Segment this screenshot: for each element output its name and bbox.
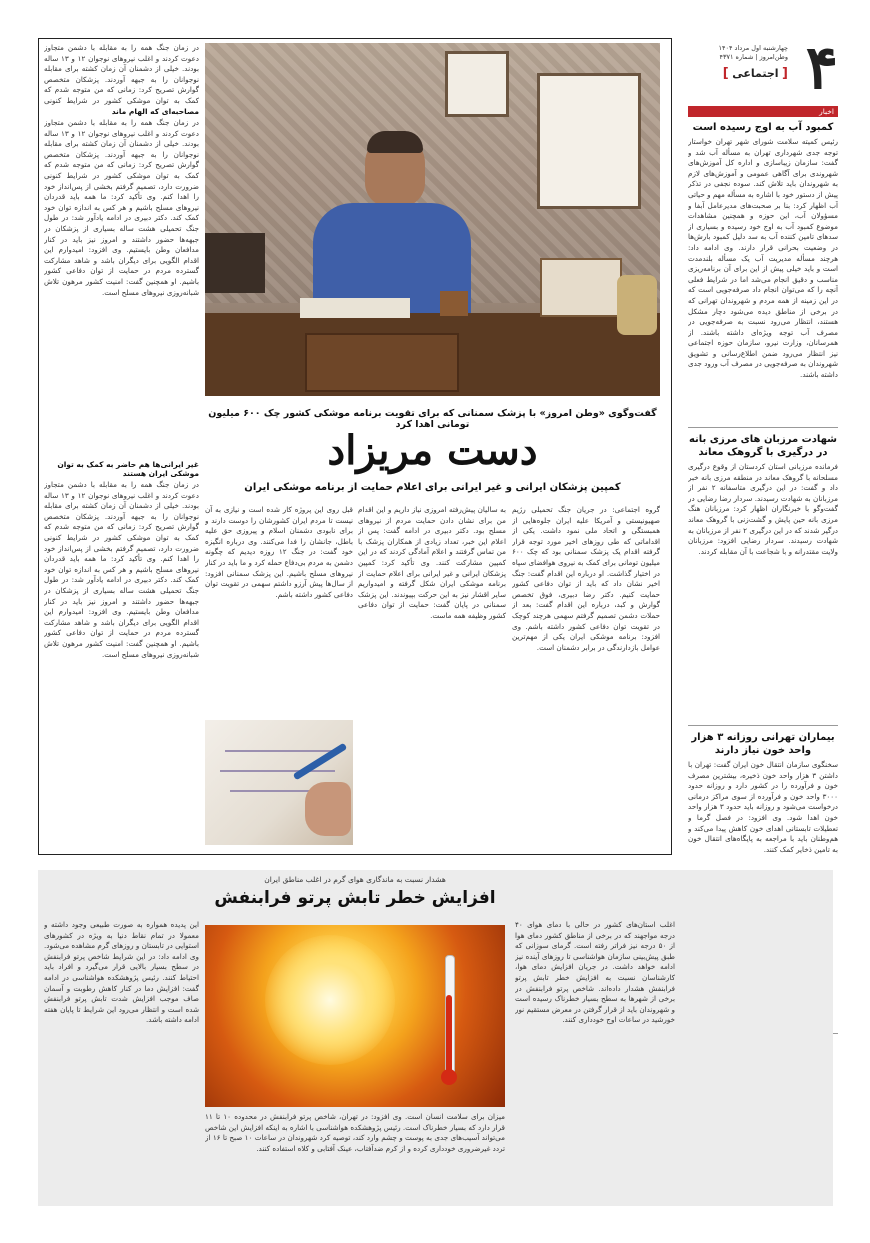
date-line-1: چهارشنبه اول مرداد ۱۴۰۴ <box>718 44 788 52</box>
doctor-photo <box>205 43 660 396</box>
date-block <box>719 44 789 62</box>
sun-heat-image <box>205 925 505 1107</box>
news-title-3: بیماران تهرانی روزانه ۳ هزار واحد خون نیاز دارند <box>691 732 835 756</box>
subhead-1: مصاحبه‌ای که الهام ماند <box>111 107 199 116</box>
page-header <box>688 33 838 103</box>
heat-col-left: این پدیده همواره به صورت طبیعی وجود داشته و معمولا در تمام نقاط دنیا به ویژه در کشورهای استوایی در تابستان و روزهای گرم مشاهده می‌شود. وی ادامه داد: در این شرایط شاخص پرتو فرابنفش در سطح بسیار بالایی قرار می‌گیرد و افراد باید احتیاط کنند. رئیس پژوهشکده هواشناسی در ادامه گفت: افزایش دما در کنار کاهش رطوبت و آسمان صاف موجب افزایش شدت تابش پرتو فرابنفش شده است و انتظار می‌رود این شرایط تا پایان هفته ادامه داشته باشد. <box>44 920 199 1025</box>
news-strip <box>688 106 838 117</box>
heat-col-mid: میزان برای سلامت انسان است. وی افزود: در تهران، شاخص پرتو فرابنفش در محدوده ۱۰ تا ۱۱ قرار دارد که بسیار خطرناک است. رئیس پژوهشکده هواشناسی با اشاره به اینکه افزایش این شاخص می‌تواند آسیب‌های جدی به پوست و چشم وارد کند، توصیه کرد شهروندان در ساعات ۱۰ صبح تا ۱۶ از تردد غیرضروری خودداری کرده و از کرم ضدآفتاب، عینک آفتابی و کلاه استفاده کنند. <box>205 1112 505 1153</box>
heat-headline: افزایش خطر تابش پرتو فرابنفش <box>214 888 496 908</box>
section-name: اجتماعی <box>732 67 779 80</box>
heat-col-right: اغلب استان‌های کشور در حالی با دمای هوای ۴۰ درجه مواجهند که در برخی از مناطق کشور دمای هوا از ۵۰ درجه نیز فراتر رفته است. گرمای سوزانی که طبق پیش‌بینی سازمان هواشناسی تا روزهای آینده نیز ادامه خواهد داشت. در جریان افزایش دمای هوا، کارشناسان نسبت به افزایش خطر تابش پرتو فرابنفش هشدار داده‌اند. شاخص پرتو فرابنفش در برخی از شهرها به سطح بسیار خطرناک رسیده است و شهروندان باید از قرار گرفتن در معرض مستقیم نور خورشید در ساعات اوج خودداری کنند. <box>515 920 675 1025</box>
subhead-2: غیر ایرانی‌ها هم حاضر به کمک به توان موشکی ایران هستند <box>57 460 199 478</box>
heat-kicker: هشدار نسبت به ماندگاری هوای گرم در اغلب مناطق ایران <box>264 875 446 884</box>
date-line-2: وطن‌امروز | شماره ۴۳۷۱ <box>719 53 788 61</box>
sidebar-news-1 <box>688 121 838 422</box>
page-number: ۴ <box>805 33 838 103</box>
feature-col-left: قبل روی این پروژه کار شده است و نیازی به آن نیست تا مردم ایران کشورشان را دوست دارند و برای نابودی دشمنان اسلام و پیروزی حق علیه باطل، جانشان را فدا می‌کنند. وی درباره انگیزه خود گفت: در جنگ ۱۲ روزه دیدیم که چگونه دشمن به مردم بی‌دفاع حمله کرد و ما باید در کنار نیروهای مسلح باشیم. این پزشک سمنانی افزود: از سال‌ها پیش آرزو داشتم سهمی در تقویت توان دفاعی کشور داشته باشم. <box>205 505 353 599</box>
news-title-1: کمبود آب به اوج رسیده است <box>692 122 834 133</box>
news-body-2: فرمانده مرزبانی استان کردستان از وقوع درگیری مسلحانه با گروهک معاند در منطقه مرزی بانه خبر داد و گفت: در این درگیری متاسفانه ۲ نفر از مرزبانان به شهادت رسیدند. سردار رضا رضایی در گفت‌وگو با خبرنگاران اظهار کرد: مرزبانان هنگ مرزی بانه حین پایش و گشت‌زنی با گروهک معاند درگیر شدند که در این درگیری ۲ نفر از مرزبانان به شهادت رسیدند. سردار رضایی افزود: مرزبانان ولایت مقتدرانه و با شجاعت با آن مقابله کردند. <box>688 462 838 556</box>
news-body-3: سخنگوی سازمان انتقال خون ایران گفت: تهران با داشتن ۳ هزار واحد خون ذخیره، بیشترین مصرف خون و فرآورده را در کشور دارد و روزانه حدود ۳۰۰۰ واحد خون و فرآورده از سوی مراکز درمانی درخواست می‌شود و روزانه باید حدود ۳ هزار واحد خون اهدا شود. وی افزود: در فصل گرما و تعطیلات تابستانی اهدای خون کاهش پیدا می‌کند و هم‌وطنان باید با مراجعه به پایگاه‌های انتقال خون به تامین ذخایر کمک کنند. <box>688 760 838 854</box>
news-body-1: رئیس کمیته سلامت شورای شهر تهران خواستار توجه جدی شهرداری تهران به مسأله آب شد و گفت: سازمان زیباسازی و اداره کل آموزش‌های شهروندی برای آگاهی عمومی و آموزش‌های لازم به شهروندان باید تلاش کند. سوده نجفی در تذکر پیش از دستور خود با اشاره به مسأله مهم و حیاتی آب اظهار کرد: بنا بر صحبت‌های مدیرعامل آبفا و مسؤولان آب، این حوزه و همچنین مشاهدات موضوع کمبود آب به اوج خود رسیده و بسیاری از سدهای تامین کننده آب به سد دلیل کمبود بارش‌ها در وضعیت بحرانی قرار دارند. وی ادامه داد: هرچند مسأله مدیریت آب یک مسأله بلندمدت است و باید خیلی پیش از این برای آن برنامه‌ریزی مناسب و دقیق انجام می‌شد اما در شرایط فعلی آنچه را که می‌توان انجام داد صرفه‌جویی است که در این زمینه از همه مردم و شهروندان تهرانی که در برخی از مناطق دیده می‌شود دچار مشکل هستند، انتظار می‌رود نسبت به صرفه‌جویی در مصرف آب توجه ویژه‌ای داشته باشند. از همرسانان، وزارت نیرو، سازمان حوزه اجتماعی نیز انتظار می‌رود ضمن اطلاع‌رسانی و تشویق شهروندان به صرفه‌جویی در مصرف آب ورود جدی داشته باشند. <box>688 137 838 380</box>
check-photo <box>205 720 353 845</box>
feature-subhead: کمپین پزشکان ایرانی و غیر ایرانی برای اعلام حمایت از برنامه موشکی ایران <box>244 482 621 493</box>
news-title-2: شهادت مرزبان های مرزی بانه در درگیری با گروهک معاند <box>688 434 838 458</box>
section-label: [ اجتماعی ] <box>722 66 788 81</box>
feature-col-mid: به سالیان پیش‌رفته امروزی نیاز داریم و این اقدام من برای نشان دادن حمایت مردم از نیروهای مسلح بود. دکتر دبیری در ادامه گفت: پس از اعلام این خبر، تعداد زیادی از همکاران پزشک با من تماس گرفتند و اعلام آمادگی کردند که در این کمپین مشارکت کنند. وی تأکید کرد: کمپین پزشکان ایرانی و غیر ایرانی برای اعلام حمایت از برنامه موشکی ایران شکل گرفته و امیدواریم سایر اقشار نیز به این حرکت بپیوندند. این پزشک سمنانی در پایان گفت: حمایت از توان دفاعی کشور وظیفه همه ماست. <box>358 505 506 620</box>
feature-col-far-left: در زمان جنگ همه را به مقابله با دشمن متجاوز دعوت کردند و اغلب نیروهای نوجوان ۱۲ و ۱۳ ساله بودند. خیلی از دشمنان آن زمان کشته برای مقابله نوجوانان را به جبهه آوردند. پزشکان متخصص گوارش تصریح کرد: زمانی که من متوجه شدم که کمک به توان موشکی کشور در شرایط کنونی مصاحبه‌ای که الهام ماند در زمان جنگ همه را به مقابله با دشمن متجاوز دعوت کردند و اغلب نیروهای نوجوان ۱۲ و ۱۳ ساله بودند. خیلی از دشمنان آن زمان کشته برای مقابله نوجوانان را به جبهه آوردند. پزشکان متخصص گوارش تصریح کرد: زمانی که من متوجه شدم که کمک به توان موشکی کشور در شرایط کنونی ضرورت دارد، تصمیم گرفتم بخشی از پس‌انداز خود را اهدا کنم. وی تأکید کرد: ما همه باید قدردان نیروهای مسلح باشیم و هر کس به اندازه توان خود کمک کند. دکتر دبیری در ادامه یادآور شد: در طول جنگ تحمیلی هشت ساله بسیاری از پزشکان در جبهه‌ها حضور داشتند و امروز نیز باید در کنار مدافعان وطن بایستیم. وی افزود: امیدوارم این اقدام الگویی برای دیگران باشد و شاهد مشارکت گسترده مردم در حمایت از توان دفاعی کشور باشیم. او همچنین گفت: امنیت کشور مرهون تلاش شبانه‌روزی نیروهای مسلح است. غیر ایرانی‌ها هم حاضر به کمک به توان موشکی ایران هستند در زمان جنگ همه را به مقابله با دشمن متجاوز دعوت کردند و اغلب نیروهای نوجوان ۱۲ و ۱۳ ساله بودند. خیلی از دشمنان آن زمان کشته برای مقابله نوجوانان را به جبهه آوردند. پزشکان متخصص گوارش تصریح کرد: زمانی که من متوجه شدم که کمک به توان موشکی کشور در شرایط کنونی ضرورت دارد، تصمیم گرفتم بخشی از پس‌انداز خود را اهدا کنم. وی تأکید کرد: ما همه باید قدردان نیروهای مسلح باشیم و هر کس به اندازه توان خود کمک کند. دکتر دبیری در ادامه یادآور شد: در طول جنگ تحمیلی هشت ساله بسیاری از پزشکان در جبهه‌ها حضور داشتند و امروز نیز باید در کنار مدافعان وطن بایستیم. وی افزود: امیدوارم این اقدام الگویی برای دیگران باشد و شاهد مشارکت گسترده مردم در حمایت از توان دفاعی کشور باشیم. او همچنین گفت: امنیت کشور مرهون تلاش شبانه‌روزی نیروهای مسلح است. <box>44 43 199 659</box>
feature-headline: دست مریزاد <box>327 427 538 474</box>
news-label: اخبار <box>819 107 834 116</box>
feature-kicker: گفت‌وگوی «وطن امروز» با پزشک سمنانی که برای تقویت برنامه موشکی کشور چک ۶۰۰ میلیون تومانی اهدا کرد <box>208 408 657 430</box>
sidebar-news-2 <box>688 433 838 720</box>
feature-col-right: گروه اجتماعی: در جریان جنگ تحمیلی رژیم صهیونیستی و آمریکا علیه ایران جلوه‌هایی از همبستگی و اتحاد ملی نمود داشت. یکی از اقداماتی که طی روزهای اخیر مورد توجه قرار گرفته اقدام یک پزشک سمنانی بود که چک ۶۰۰ میلیون تومانی برای کمک به نیروی هوافضای سپاه در اختیار گذاشت. او درباره این اقدام گفت: جنگ اخیر نشان داد که باید از توان دفاعی کشور حمایت کنیم. دکتر رضا دبیری، فوق تخصص گوارش و کبد، درباره این اقدام گفت: بعد از حملات دشمن تصمیم گرفتم سهمی هرچند کوچک در تقویت توان دفاعی کشور داشته باشم. وی افزود: برنامه موشکی ایران یکی از مهم‌ترین عوامل بازدارندگی در برابر دشمنان است. <box>512 505 660 652</box>
